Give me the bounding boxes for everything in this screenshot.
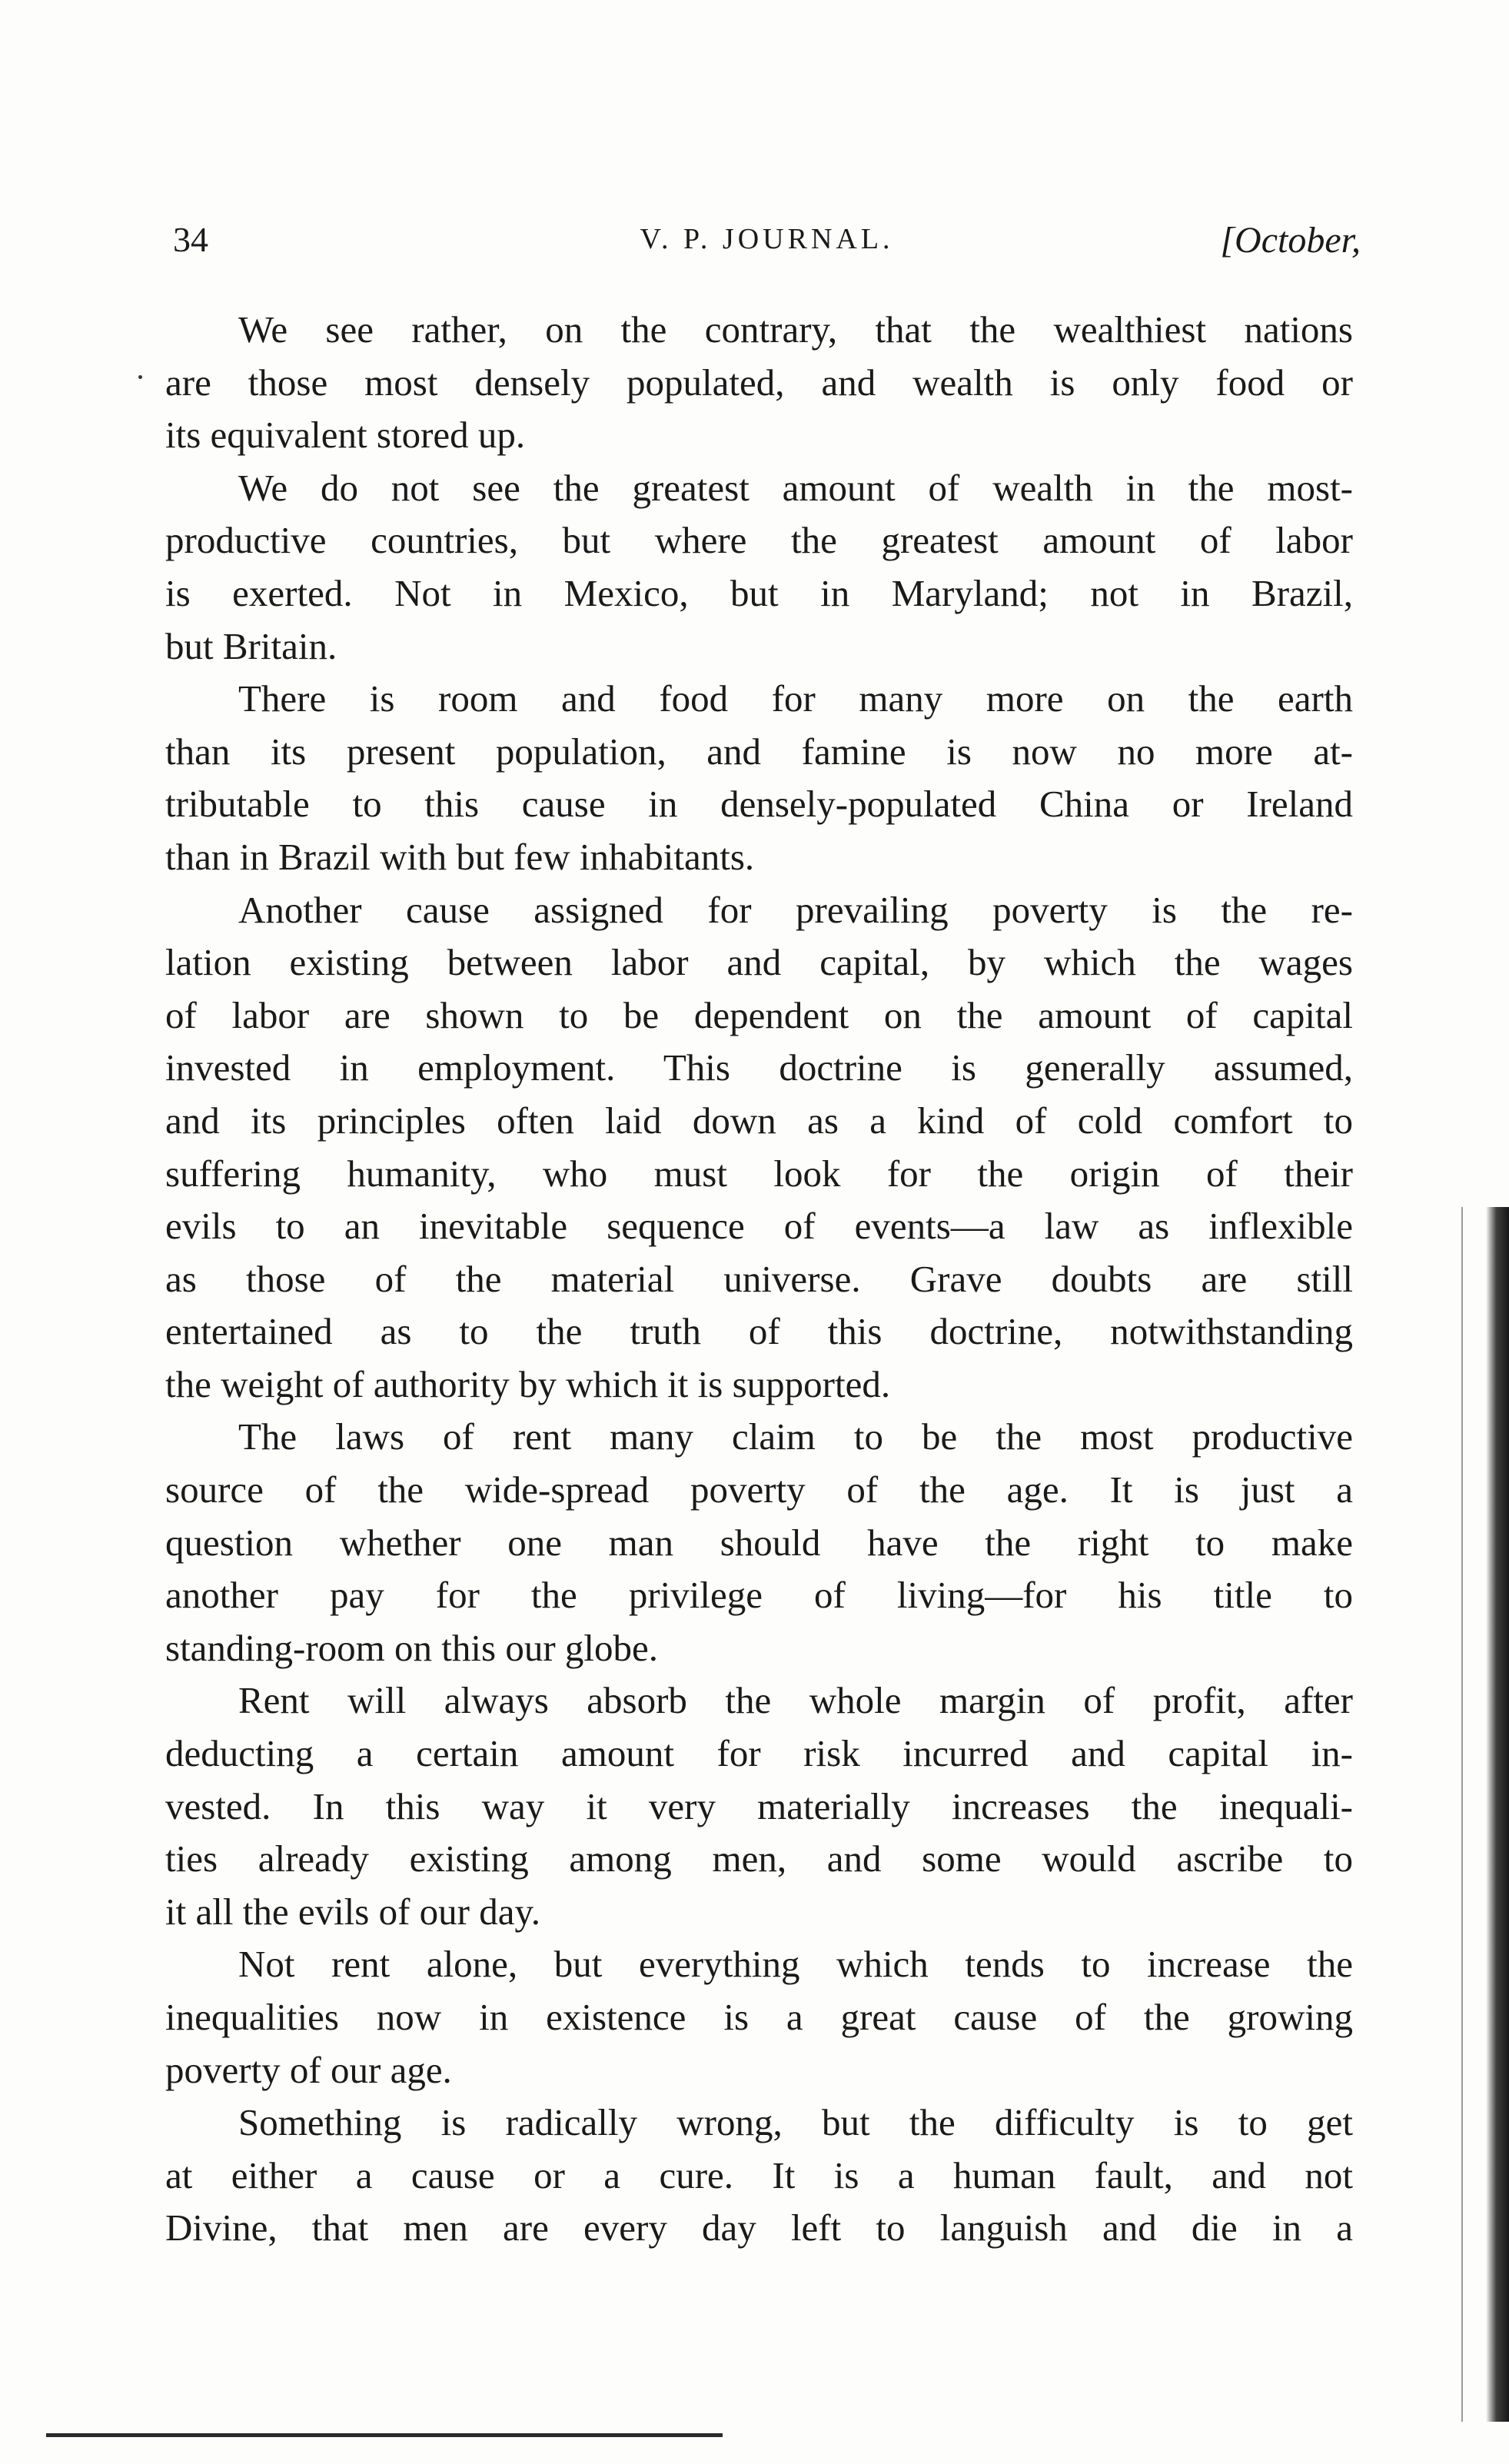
text-line: entertained as to the truth of this doctrine, notwithstanding (165, 1310, 1353, 1353)
text-line: vested. In this way it very materially increases the inequali- (165, 1784, 1353, 1827)
paragraph (165, 462, 1353, 673)
text-line: Rent will always absorb the whole margin of profit, after (238, 1679, 1353, 1722)
text-line: is exerted. Not in Mexico, but in Maryland; not in Brazil, (165, 571, 1353, 614)
text-line: invested in employment. This doctrine is generally assumed, (165, 1046, 1353, 1089)
text-line: We do not see the greatest amount of wealth in the most- (238, 466, 1353, 509)
text-line: deducting a certain amount for risk incurred and capital in- (165, 1732, 1353, 1775)
page-edge-line (1461, 1207, 1463, 2422)
text-line: poverty of our age. (165, 2048, 452, 2091)
text-line: than in Brazil with but few inhabitants. (165, 835, 755, 878)
page-number: 34 (173, 220, 208, 259)
paragraph (165, 884, 1353, 1412)
text-line: standing-room on this our globe. (165, 1626, 659, 1669)
text-line: than its present population, and famine is now no more at- (165, 730, 1353, 773)
text-line: the weight of authority by which it is supported. (165, 1362, 891, 1405)
text-line: Not rent alone, but everything which tends to increase the (238, 1943, 1353, 1986)
paragraph (165, 673, 1353, 883)
bottom-rule (46, 2433, 723, 2437)
text-line: but Britain. (165, 624, 337, 667)
text-line: at either a cause or a cure. It is a human fault, and not (165, 2153, 1353, 2196)
text-line: The laws of rent many claim to be the most productive (238, 1415, 1353, 1458)
text-line: are those most densely populated, and wealth is only food or (165, 361, 1353, 404)
text-line: another pay for the privilege of living—for his title to (165, 1574, 1353, 1617)
text-line: There is room and food for many more on the earth (238, 677, 1353, 720)
paragraph (165, 2097, 1353, 2255)
text-line: it all the evils of our day. (165, 1890, 541, 1933)
text-line: inequalities now in existence is a great cause of the growing (165, 1996, 1353, 2038)
text-line: of labor are shown to be dependent on the amount of capital (165, 993, 1353, 1036)
text-line: We see rather, on the contrary, that the wealthiest nations (238, 308, 1353, 351)
paragraph (165, 1938, 1353, 2097)
paragraph (165, 304, 1353, 462)
text-line: suffering humanity, who must look for the origin of their (165, 1152, 1353, 1195)
month-label: [October, (1220, 220, 1361, 261)
running-head (173, 219, 1361, 273)
article-body (165, 304, 1353, 2255)
text-line: Divine, that men are every day left to languish and die in a (165, 2206, 1353, 2250)
text-line: its equivalent stored up. (165, 414, 526, 457)
text-line: Another cause assigned for prevailing poverty is the re- (238, 888, 1353, 931)
text-line: tributable to this cause in densely-populated China or Ireland (165, 783, 1353, 826)
journal-title: V. P. JOURNAL. (640, 223, 894, 255)
print-speck (138, 375, 142, 379)
text-line: source of the wide-spread poverty of the age. It is just a (165, 1468, 1353, 1511)
text-line: productive countries, but where the greatest amount of labor (165, 519, 1353, 562)
paragraph (165, 1674, 1353, 1938)
text-line: as those of the material universe. Grave doubts are still (165, 1257, 1353, 1300)
text-line: evils to an inevitable sequence of events—a law as inflexible (165, 1205, 1353, 1248)
text-line: question whether one man should have the right to make (165, 1521, 1353, 1564)
paragraph (165, 1411, 1353, 1674)
binding-shadow (1486, 1207, 1509, 2422)
text-line: ties already existing among men, and some would ascribe to (165, 1837, 1353, 1880)
text-line: and its principles often laid down as a kind of cold comfort to (165, 1099, 1353, 1142)
text-line: lation existing between labor and capital, by which the wages (165, 941, 1353, 984)
text-line: Something is radically wrong, but the difficulty is to get (238, 2101, 1353, 2144)
